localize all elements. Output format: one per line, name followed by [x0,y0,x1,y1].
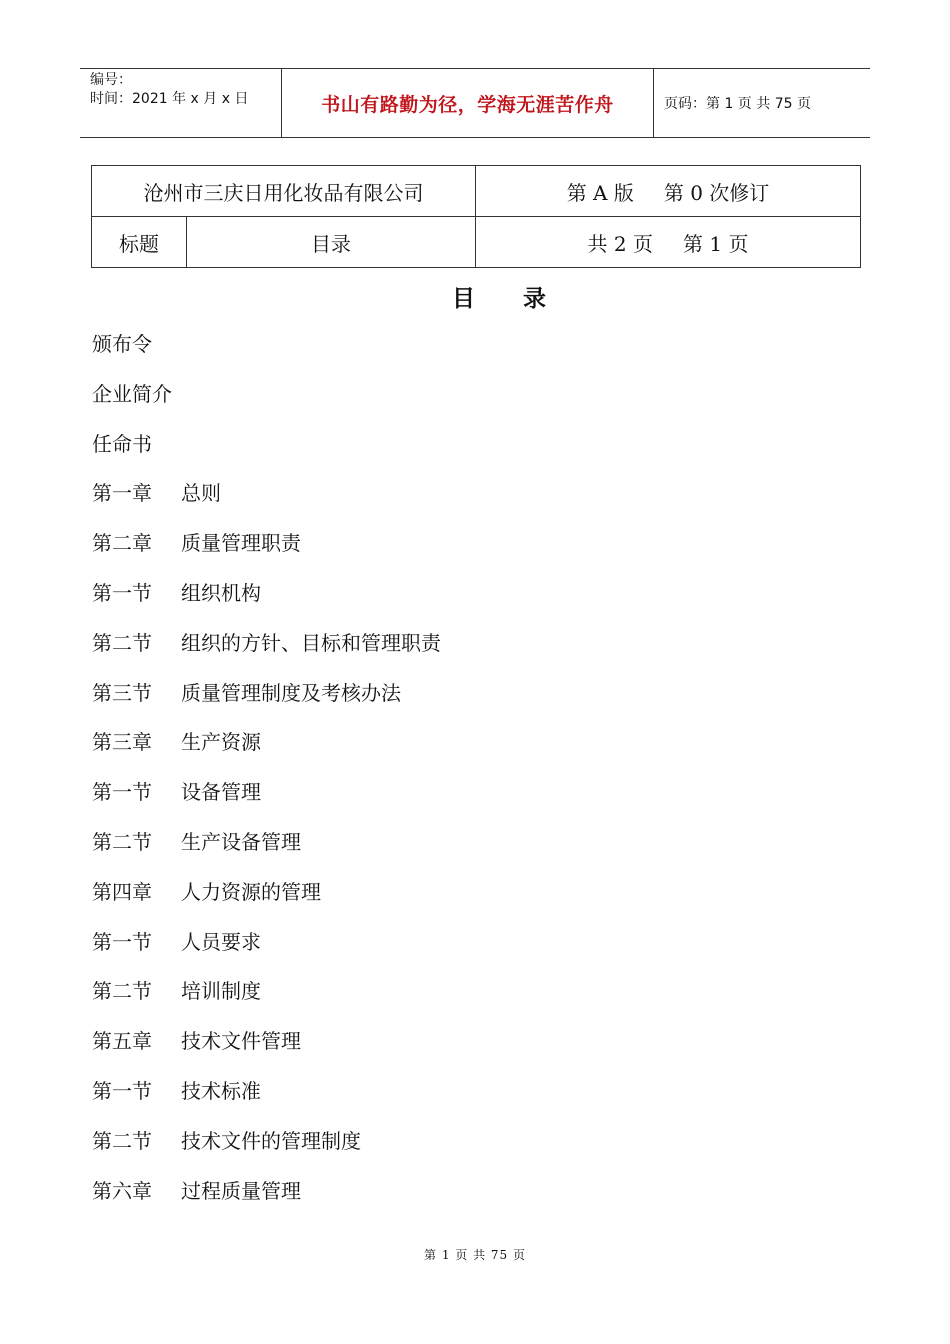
title-value: 目录 [187,217,476,268]
toc-entry-text: 技术文件管理 [181,1029,301,1054]
toc-entry-label: 第一节 [92,580,152,605]
document-number-label: 编号： [90,72,132,88]
toc-entry-label: 第五章 [92,1029,152,1054]
header-divider [653,69,654,137]
toc-entry[interactable] [92,1072,441,1122]
toc-entry[interactable] [92,873,441,923]
toc-entry-label: 任命书 [92,431,152,456]
toc-entry-text: 技术标准 [181,1078,261,1103]
toc-entry-label: 第一节 [92,780,152,805]
toc-entry-text: 技术文件的管理制度 [181,1128,361,1153]
toc-entry-text: 质量管理制度及考核办法 [181,680,401,705]
toc-entry-text: 人员要求 [181,929,261,954]
toc-entry[interactable] [92,574,441,624]
toc-entry[interactable] [92,325,441,375]
toc-entry-label: 第三节 [92,680,152,705]
toc-entry-label: 第四章 [92,879,152,904]
toc-entry-text: 组织的方针、目标和管理职责 [181,630,441,655]
current-page: 第 1 页 [683,231,749,256]
toc-entry-text: 生产资源 [181,730,261,755]
document-time-label: 时间：2021 年 x 月 x 日 [90,91,249,107]
toc-entry-label: 颁布令 [92,332,152,356]
company-name: 沧州市三庆日用化妆品有限公司 [92,166,476,217]
version-cell [476,166,861,217]
toc-entry[interactable] [92,674,441,724]
title-label: 标题 [92,217,187,268]
toc-entry[interactable] [92,1122,441,1172]
toc-entry[interactable] [92,375,441,425]
toc-entry[interactable] [92,474,441,524]
toc-entry-text: 生产设备管理 [181,829,301,854]
toc-entry-label: 第六章 [92,1178,152,1203]
toc-entry[interactable] [92,823,441,873]
toc-entry-text: 培训制度 [181,979,261,1004]
revision-label: 第 0 次修订 [663,180,770,205]
toc-title: 目录 [452,286,594,312]
toc-entry-label: 第二节 [92,630,152,655]
page-count-cell [476,217,861,268]
toc-entry-label: 第二章 [92,531,152,556]
toc-entry[interactable] [92,1172,441,1222]
toc-entry[interactable] [92,524,441,574]
toc-entry-label: 企业简介 [92,381,172,406]
page-footer: 第 1 页 共 75 页 [424,1248,526,1262]
toc-entry[interactable] [92,723,441,773]
toc-entry-label: 第一节 [92,929,152,954]
toc-entry-label: 第二节 [92,829,152,854]
toc-entry[interactable] [92,1022,441,1072]
toc-entry-label: 第三章 [92,730,152,755]
toc-entry-label: 第二节 [92,1128,152,1153]
toc-entry-text: 设备管理 [181,780,261,805]
toc-entry-label: 第一章 [92,481,152,506]
toc-entry[interactable] [92,773,441,823]
header-motto: 书山有路勤为径，学海无涯苦作舟 [321,93,614,116]
toc-entry[interactable] [92,972,441,1022]
total-pages: 共 2 页 [587,231,653,256]
toc-entry-text: 总则 [181,481,221,506]
toc-entry-text: 质量管理职责 [181,531,301,556]
page-header [80,68,870,138]
document-control-table [91,165,861,268]
toc-entry-label: 第一节 [92,1078,152,1103]
toc-entry[interactable] [92,923,441,973]
toc-entry[interactable] [92,624,441,674]
toc-entry-text: 人力资源的管理 [181,879,321,904]
header-meta [90,71,248,109]
toc-entry-text: 组织机构 [181,580,261,605]
version-label: 第 A 版 [566,180,634,205]
header-page-code: 页码：第 1 页 共 75 页 [664,96,811,112]
toc-entry-text: 过程质量管理 [181,1178,301,1203]
toc-entry-label: 第二节 [92,979,152,1004]
toc-entry[interactable] [92,425,441,475]
toc-list [92,325,441,1221]
